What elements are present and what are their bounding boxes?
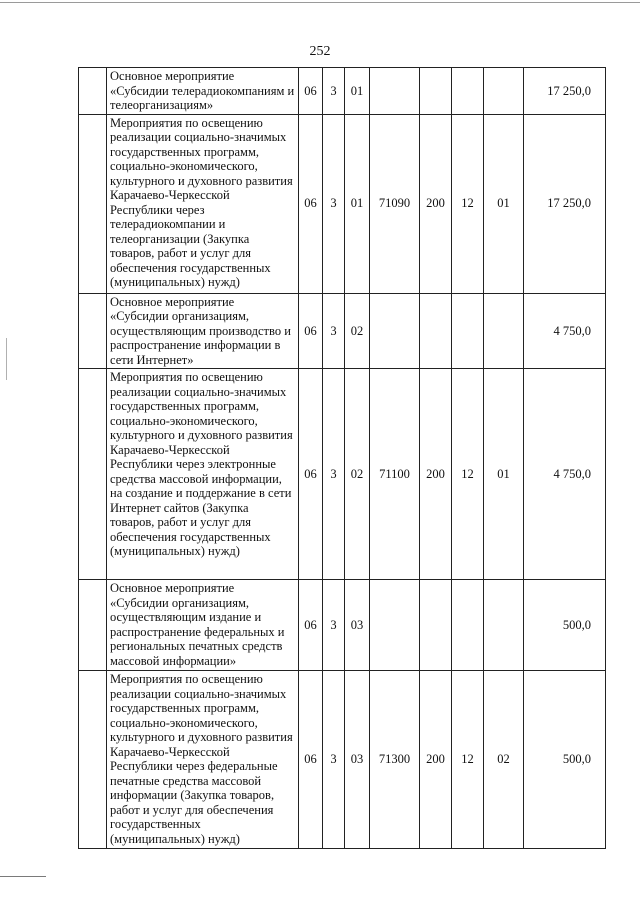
code-cell: 06 (299, 114, 323, 293)
bottom-scan-mark (0, 876, 46, 877)
code-cell: 01 (484, 369, 524, 580)
table-row (79, 671, 606, 849)
code-cell (484, 580, 524, 671)
table-row (79, 369, 606, 580)
code-cell: 3 (323, 114, 345, 293)
code-cell: 03 (345, 580, 370, 671)
table-cell-blank (79, 293, 107, 369)
amount-cell: 500,0 (524, 580, 606, 671)
code-cell: 03 (345, 671, 370, 849)
amount-cell: 4 750,0 (524, 369, 606, 580)
code-cell: 3 (323, 369, 345, 580)
code-cell (452, 580, 484, 671)
table-row (79, 114, 606, 293)
table-row (79, 68, 606, 115)
code-cell: 200 (420, 369, 452, 580)
code-cell: 06 (299, 369, 323, 580)
code-cell: 71100 (370, 369, 420, 580)
code-cell: 01 (345, 114, 370, 293)
amount-cell: 17 250,0 (524, 114, 606, 293)
code-cell: 02 (345, 369, 370, 580)
amount-cell: 17 250,0 (524, 68, 606, 115)
table-cell-blank (79, 114, 107, 293)
code-cell (370, 68, 420, 115)
row-description: Основное мероприятие «Субсидии организациям, осуществляющим производство и распространение информации в сети Интернет» (107, 293, 299, 369)
code-cell: 71300 (370, 671, 420, 849)
code-cell: 3 (323, 580, 345, 671)
code-cell: 02 (484, 671, 524, 849)
code-cell: 01 (345, 68, 370, 115)
budget-table (78, 67, 606, 849)
code-cell (370, 580, 420, 671)
code-cell (420, 68, 452, 115)
code-cell (452, 293, 484, 369)
table-cell-blank (79, 671, 107, 849)
code-cell: 06 (299, 293, 323, 369)
code-cell (420, 293, 452, 369)
code-cell: 06 (299, 671, 323, 849)
table-cell-blank (79, 580, 107, 671)
row-description: Мероприятия по освещению реализации социально-значимых государственных программ, социально-экономического, культурного и духовного развития Карачаево-Черкесской Республики через электронные средства массовой информации, на создание и поддержание в сети Интернет сайтов (Закупка товаров, работ и услуг для обеспечения государственных (муниципальных) нужд) (107, 369, 299, 580)
code-cell: 06 (299, 68, 323, 115)
code-cell: 02 (345, 293, 370, 369)
code-cell: 71090 (370, 114, 420, 293)
row-description: Основное мероприятие «Субсидии организациям, осуществляющим издание и распространение федеральных и региональных печатных средств массовой информации» (107, 580, 299, 671)
table-row (79, 580, 606, 671)
table-cell-blank (79, 369, 107, 580)
code-cell: 12 (452, 114, 484, 293)
row-description: Мероприятия по освещению реализации социально-значимых государственных программ, социально-экономического, культурного и духовного развития Карачаево-Черкесской Республики через федеральные печатные средства массовой информации (Закупка товаров, работ и услуг для обеспечения государственных (муниципальных) нужд) (107, 671, 299, 849)
code-cell: 12 (452, 671, 484, 849)
top-scan-rule (0, 2, 640, 3)
code-cell (452, 68, 484, 115)
code-cell: 06 (299, 580, 323, 671)
code-cell (484, 293, 524, 369)
code-cell: 3 (323, 671, 345, 849)
row-description: Основное мероприятие «Субсидии телерадиокомпаниям и телеорганизациям» (107, 68, 299, 115)
code-cell: 200 (420, 114, 452, 293)
table-row (79, 293, 606, 369)
row-description: Мероприятия по освещению реализации социально-значимых государственных программ, социально-экономического, культурного и духовного развития Карачаево-Черкесской Республики через телерадиокомпании и телеорганизации (Закупка товаров, работ и услуг для обеспечения государственных (муниципальных) нужд) (107, 114, 299, 293)
page-number: 252 (309, 44, 331, 59)
code-cell (484, 68, 524, 115)
code-cell: 01 (484, 114, 524, 293)
code-cell (420, 580, 452, 671)
amount-cell: 4 750,0 (524, 293, 606, 369)
code-cell: 3 (323, 68, 345, 115)
code-cell: 12 (452, 369, 484, 580)
code-cell: 200 (420, 671, 452, 849)
table-cell-blank (79, 68, 107, 115)
code-cell: 3 (323, 293, 345, 369)
amount-cell: 500,0 (524, 671, 606, 849)
scan-artifact (6, 338, 7, 380)
code-cell (370, 293, 420, 369)
